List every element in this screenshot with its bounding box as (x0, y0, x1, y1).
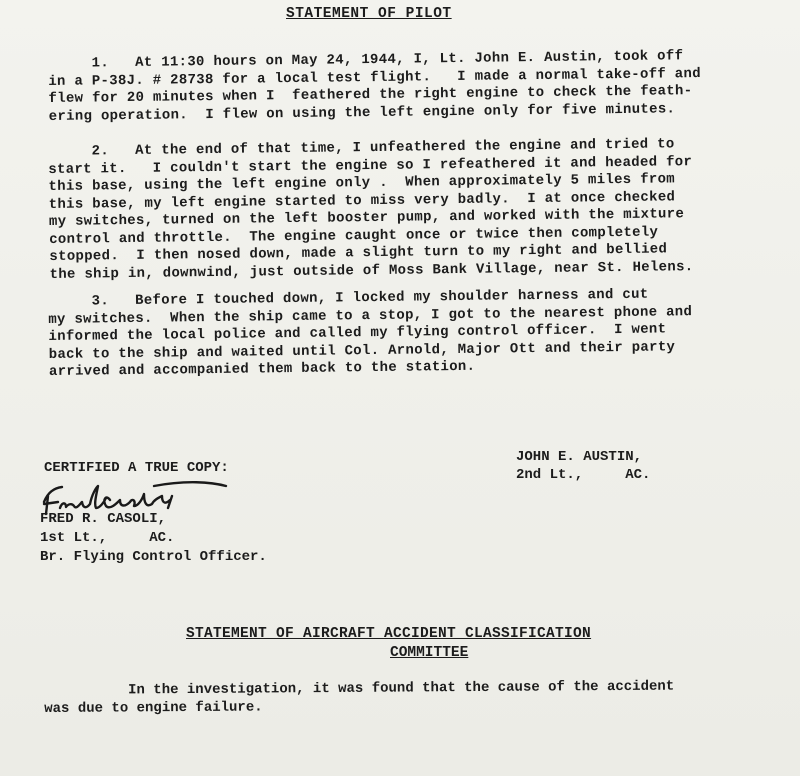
paragraph-3 (48, 285, 789, 382)
paragraph-line: informed the local police and called my flying control officer. I went (48, 321, 667, 345)
paragraph-line: 2. At the end of that time, I unfeathered the engine and tried to (48, 136, 675, 160)
paragraph-line: in a P-38J. # 28738 for a local test flight. I made a normal take-off and (48, 65, 701, 90)
paragraph-line: 1. At 11:30 hours on May 24, 1944, I, Lt. John E. Austin, took off (48, 48, 684, 72)
officer-rank: 1st Lt., AC. (40, 530, 175, 546)
paragraph-line: this base, using the left engine only . When approximately 5 miles from (48, 171, 676, 195)
paragraph-line: my switches. When the ship came to a stop, I got to the nearest phone and (48, 303, 693, 328)
statement-title: STATEMENT OF PILOT (286, 6, 452, 22)
officer-title: Br. Flying Control Officer. (40, 549, 267, 565)
paragraph-line: control and throttle. The engine caught once or twice then completely (49, 224, 659, 248)
paragraph-line: flew for 20 minutes when I feathered the right engine to check the feath- (48, 83, 693, 107)
finding-paragraph (44, 677, 784, 718)
pilot-rank: 2nd Lt., AC. (516, 467, 651, 483)
pilot-signature-block (516, 448, 650, 484)
paragraph-line: In the investigation, it was found that the cause of the accident (44, 678, 675, 699)
paragraph-2 (48, 135, 790, 284)
pilot-name: JOHN E. AUSTIN, (516, 449, 643, 465)
paragraph-line: the ship in, downwind, just outside of Moss Bank Village, near St. Helens. (49, 258, 694, 283)
paragraph-line: stopped. I then nosed down, made a slight turn to my right and bellied (49, 241, 668, 265)
officer-signature-block (40, 510, 267, 567)
paragraph-line: ering operation. I flew on using the left engine only for five minutes. (48, 100, 676, 125)
committee-title: STATEMENT OF AIRCRAFT ACCIDENT CLASSIFICATION (186, 626, 592, 642)
officer-name: FRED R. CASOLI, (40, 511, 167, 527)
committee-title-continued: COMMITTEE (390, 645, 469, 661)
paragraph-line: 3. Before I touched down, I locked my shoulder harness and cut (48, 286, 649, 310)
paragraph-line: start it. I couldn't start the engine so I refeathered it and headed for (48, 153, 693, 178)
paragraph-line: this base, my left engine started to miss very badly. I at once checked (48, 188, 676, 213)
paragraph-1 (48, 47, 789, 126)
certified-label: CERTIFIED A TRUE COPY: (44, 460, 229, 476)
paragraph-line: back to the ship and waited until Col. Arnold, Major Ott and their party (48, 338, 676, 363)
paragraph-line: my switches, turned on the left booster pump, and worked with the mixture (48, 206, 685, 230)
paragraph-line: was due to engine failure. (44, 699, 263, 717)
paragraph-line: arrived and accompanied them back to the station. (48, 358, 476, 380)
